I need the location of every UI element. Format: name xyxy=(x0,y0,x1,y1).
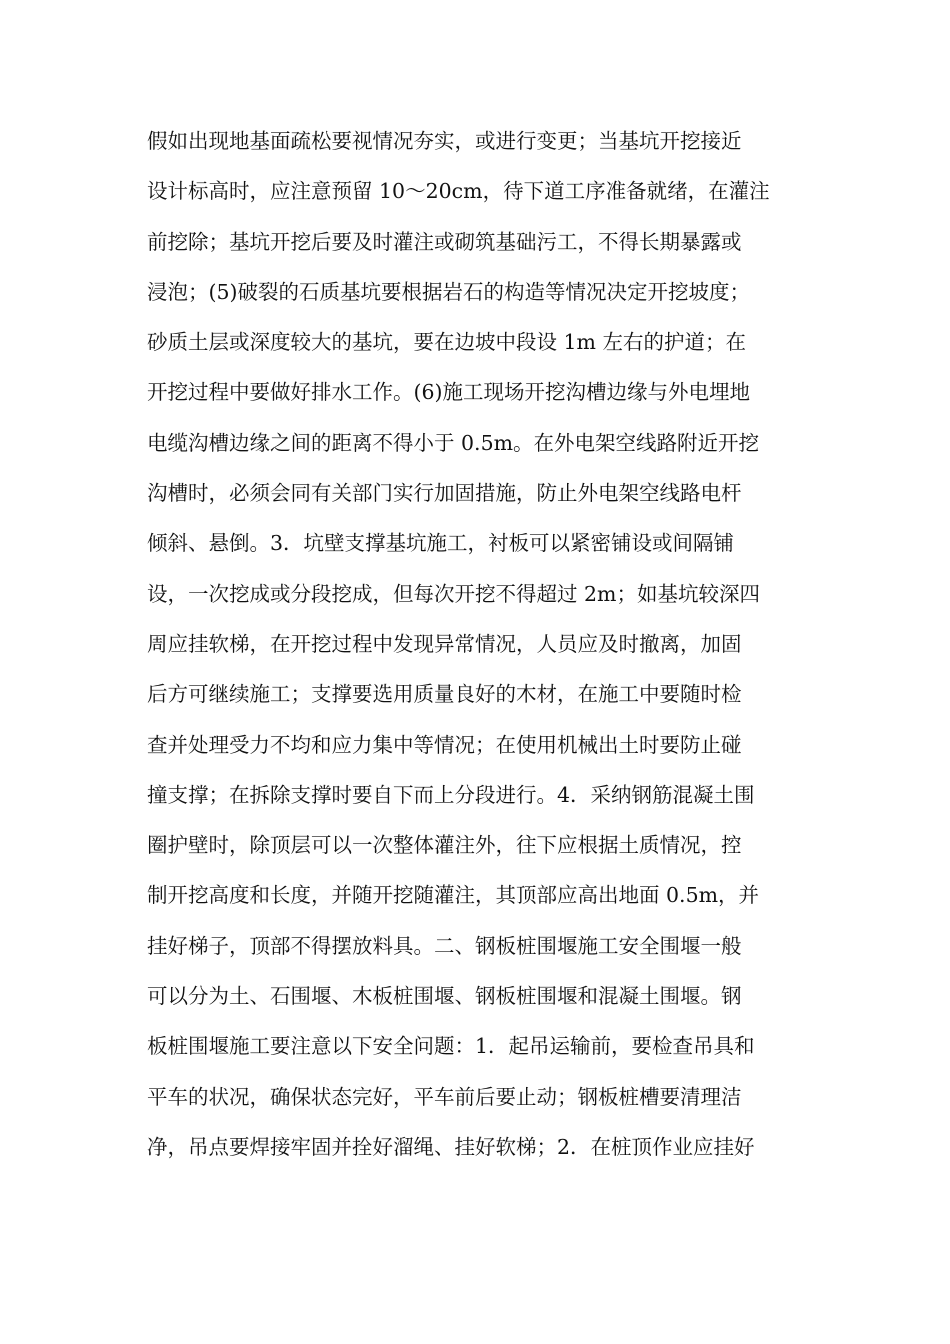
text-line: 浸泡；(5)破裂的石质基坑要根据岩石的构造等情况决定开挖坡度； xyxy=(147,279,751,304)
text-line: 设，一次挖成或分段挖成，但每次开挖不得超过 2m；如基坑较深四 xyxy=(147,581,760,606)
text-line: 周应挂软梯，在开挖过程中发现异常情况，人员应及时撤离，加固 xyxy=(147,631,742,656)
text-line: 板桩围堰施工要注意以下安全问题：1．起吊运输前，要检查吊具和 xyxy=(147,1034,755,1059)
text-line: 开挖过程中要做好排水工作。(6)施工现场开挖沟槽边缘与外电埋地 xyxy=(147,380,751,405)
text-line: 制开挖高度和长度，并随开挖随灌注，其顶部应高出地面 0.5m，并 xyxy=(147,883,760,908)
text-line: 净，吊点要焊接牢固并拴好溜绳、挂好软梯；2．在桩顶作业应挂好 xyxy=(147,1134,755,1159)
text-line: 倾斜、悬倒。3．坑壁支撑基坑施工，衬板可以紧密铺设或间隔铺 xyxy=(147,531,735,556)
text-line: 沟槽时，必须会同有关部门实行加固措施，防止外电架空线路电杆 xyxy=(147,481,742,506)
text-line: 前挖除；基坑开挖后要及时灌注或砌筑基础污工，不得长期暴露或 xyxy=(147,229,742,254)
text-line: 平车的状况，确保状态完好，平车前后要止动；钢板桩槽要清理洁 xyxy=(147,1084,742,1109)
text-line: 电缆沟槽边缘之间的距离不得小于 0.5m。在外电架空线路附近开挖 xyxy=(147,430,760,455)
text-line: 查并处理受力不均和应力集中等情况；在使用机械出土时要防止碰 xyxy=(147,732,742,757)
text-line: 可以分为土、石围堰、木板桩围堰、钢板桩围堰和混凝土围堰。钢 xyxy=(147,984,742,1009)
text-line: 圈护壁时，除顶层可以一次整体灌注外，往下应根据土质情况，控 xyxy=(147,833,742,858)
text-line: 设计标高时，应注意预留 10～20cm，待下道工序准备就绪，在灌注 xyxy=(147,179,770,204)
text-line: 砂质土层或深度较大的基坑，要在边坡中段设 1m 左右的护道；在 xyxy=(147,330,747,355)
text-line: 撞支撑；在拆除支撑时要自下而上分段进行。4．采纳钢筋混凝土围 xyxy=(147,782,755,807)
text-line: 后方可继续施工；支撑要选用质量良好的木材，在施工中要随时检 xyxy=(147,682,742,707)
body-text xyxy=(147,116,817,1172)
text-line: 假如出现地基面疏松要视情况夯实，或进行变更；当基坑开挖接近 xyxy=(147,129,742,153)
text-line: 挂好梯子，顶部不得摆放料具。二、钢板桩围堰施工安全围堰一般 xyxy=(147,933,742,958)
